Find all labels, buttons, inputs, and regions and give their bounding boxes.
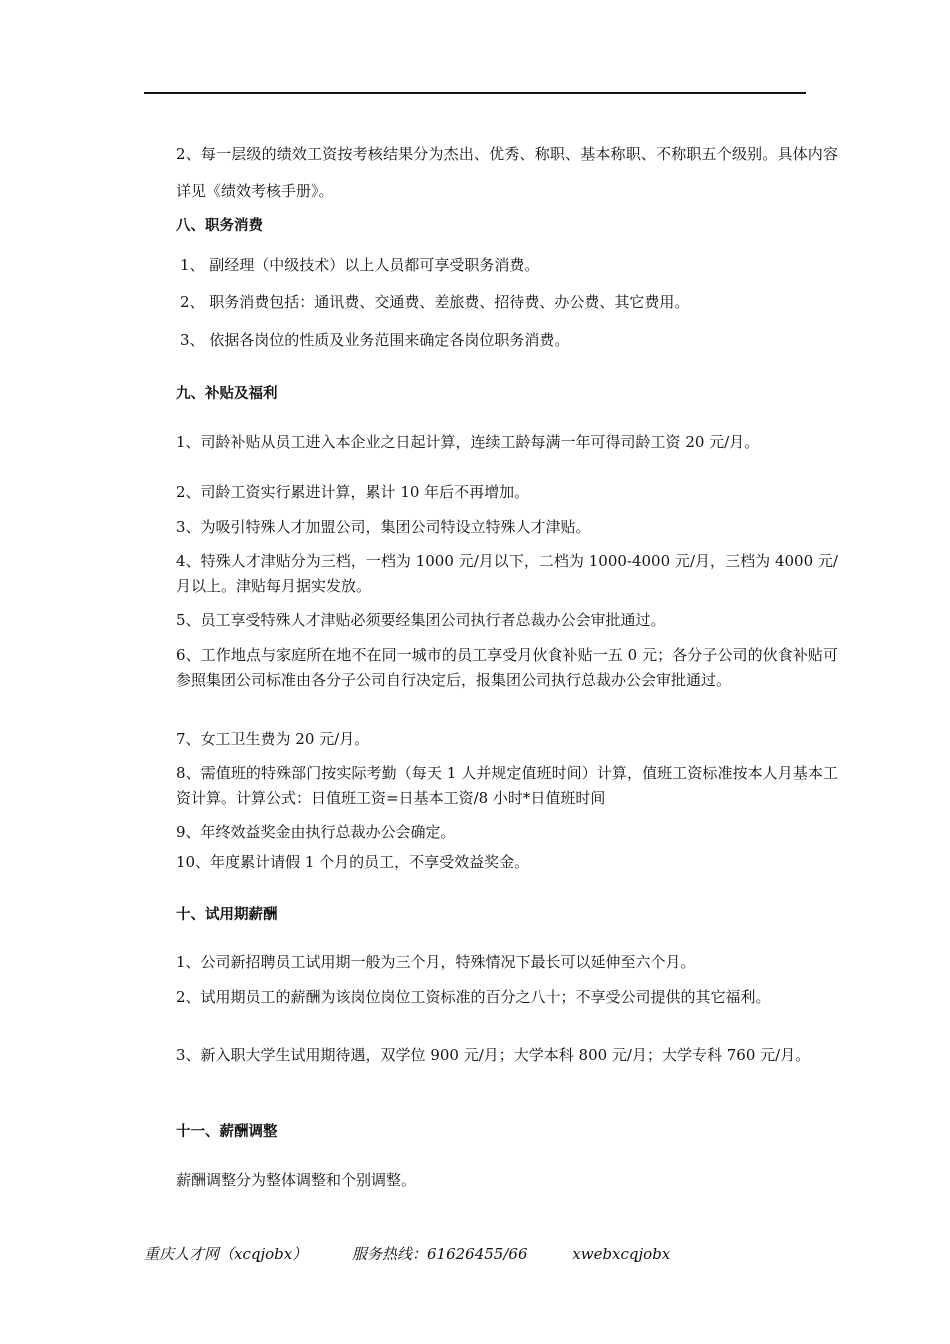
paragraph-10-1: 1、公司新招聘员工试用期一般为三个月，特殊情况下最长可以延伸至六个月。 bbox=[176, 953, 696, 971]
paragraph-9-5: 5、员工享受特殊人才津贴必须要经集团公司执行者总裁办公会审批通过。 bbox=[176, 611, 666, 629]
paragraph-8-2: 2、 职务消费包括：通讯费、交通费、差旅费、招待费、办公费、其它费用。 bbox=[180, 293, 690, 311]
heading-section-9: 九、补贴及福利 bbox=[176, 386, 278, 402]
paragraph-9-6: 6、工作地点与家庭所在地不在同一城市的员工享受月伙食补贴一五 0 元；各分子公司的伙食补贴可参照集团公司标准由各分子公司自行决定后，报集团公司执行总裁办公会审批通过。 bbox=[176, 646, 838, 689]
paragraph-performance-levels: 2、每一层级的绩效工资按考核结果分为杰出、优秀、称职、基本称职、不称职五个级别。具体内容详见《绩效考核手册》。 bbox=[176, 145, 838, 200]
footer-site: 重庆人才网（xcqjobx） bbox=[144, 1245, 308, 1263]
paragraph-11-1: 薪酬调整分为整体调整和个别调整。 bbox=[176, 1171, 417, 1189]
header-rule bbox=[144, 92, 806, 94]
paragraph-10-3: 3、新入职大学生试用期待遇，双学位 900 元/月；大学本科 800 元/月；大学专科 760 元/月。 bbox=[176, 1046, 811, 1064]
paragraph-9-1: 1、司龄补贴从员工进入本企业之日起计算，连续工龄每满一年可得司龄工资 20 元/月。 bbox=[176, 433, 760, 451]
footer-code: xwebxcqjobx bbox=[572, 1245, 671, 1263]
paragraph-9-2: 2、司龄工资实行累进计算，累计 10 年后不再增加。 bbox=[176, 483, 530, 501]
paragraph-8-1: 1、 副经理（中级技术）以上人员都可享受职务消费。 bbox=[180, 256, 540, 274]
paragraph-9-4: 4、特殊人才津贴分为三档，一档为 1000 元/月以下，二档为 1000-4000 元/月，三档为 4000 元/月以上。津贴每月据实发放。 bbox=[176, 552, 838, 595]
heading-section-10: 十、试用期薪酬 bbox=[176, 907, 278, 923]
paragraph-10-2: 2、试用期员工的薪酬为该岗位岗位工资标准的百分之八十；不享受公司提供的其它福利。 bbox=[176, 988, 771, 1006]
footer-hotline: 服务热线：61626455/66 bbox=[352, 1245, 528, 1263]
paragraph-9-3: 3、为吸引特殊人才加盟公司，集团公司特设立特殊人才津贴。 bbox=[176, 518, 591, 536]
paragraph-9-10: 10、年度累计请假 1 个月的员工，不享受效益奖金。 bbox=[176, 853, 530, 871]
heading-section-11: 十一、薪酬调整 bbox=[176, 1124, 278, 1140]
heading-section-8: 八、职务消费 bbox=[176, 218, 263, 234]
paragraph-9-8: 8、需值班的特殊部门按实际考勤（每天 1 人并规定值班时间）计算，值班工资标准按本人月基本工资计算。计算公式：日值班工资=日基本工资/8 小时*日值班时间 bbox=[176, 764, 838, 807]
paragraph-8-3: 3、 依据各岗位的性质及业务范围来确定各岗位职务消费。 bbox=[180, 331, 570, 349]
paragraph-9-7: 7、女工卫生费为 20 元/月。 bbox=[176, 730, 370, 748]
paragraph-9-9: 9、年终效益奖金由执行总裁办公会确定。 bbox=[176, 823, 456, 841]
page-footer bbox=[144, 1243, 710, 1264]
